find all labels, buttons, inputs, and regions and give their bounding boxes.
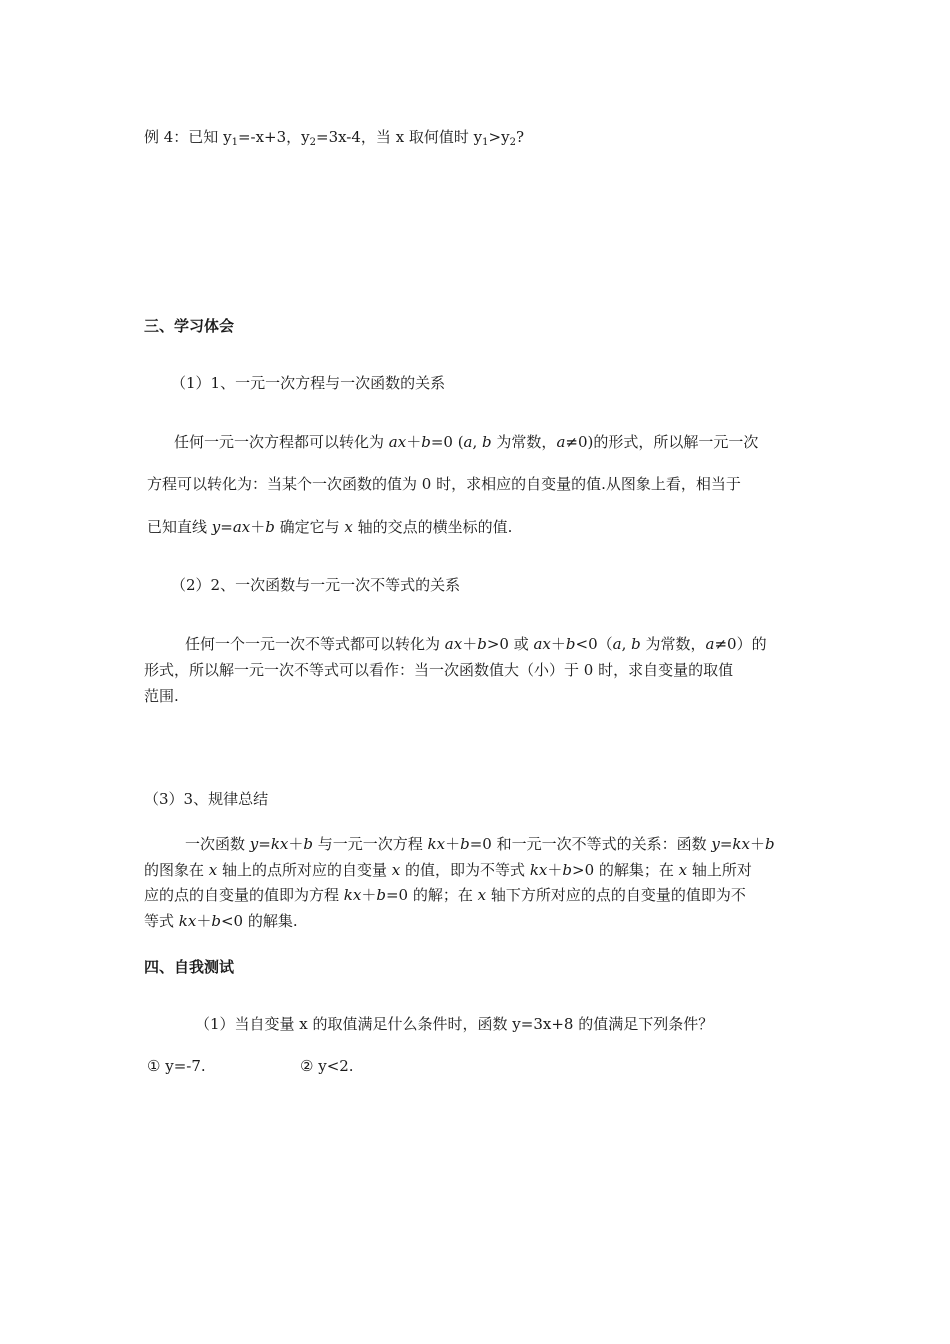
option-2: ② y<2. (300, 1057, 354, 1075)
section-4-heading: 四、自我测试 (144, 958, 235, 976)
part-3-title: （3）3、规律总结 (144, 790, 269, 808)
part-2-line-3: 范围. (144, 687, 179, 705)
part-2-title: （2）2、一次函数与一元一次不等式的关系 (171, 576, 461, 594)
part-3-line-2: 的图象在 x 轴上的点所对应的自变量 x 的值，即为不等式 kx＋b>0 的解集；在 x 轴上所对 (144, 861, 752, 879)
part-2-line-1: 任何一个一元一次不等式都可以转化为 ax＋b>0 或 ax＋b<0（a, b 为常数，a≠0）的 (185, 635, 767, 653)
part-1-line-2: 方程可以转化为：当某个一次函数的值为 0 时，求相应的自变量的值.从图象上看，相当于 (147, 475, 741, 493)
question-1: （1）当自变量 x 的取值满足什么条件时，函数 y=3x+8 的值满足下列条件？ (195, 1015, 714, 1033)
part-3-line-4: 等式 kx＋b<0 的解集. (144, 912, 298, 930)
option-1: ① y=-7. (147, 1057, 206, 1075)
section-3-heading: 三、学习体会 (144, 317, 235, 335)
example-4: 例 4：已知 $y_1=-x+3$，$y_2=3x-4$，当 x 取何值时 $y_1>y_2$? (144, 128, 525, 148)
part-1-line-3: 已知直线 y=ax＋b 确定它与 x 轴的交点的横坐标的值. (147, 518, 513, 536)
part-1-title: （1）1、一元一次方程与一次函数的关系 (171, 374, 446, 392)
part-2-line-2: 形式，所以解一元一次不等式可以看作：当一次函数值大（小）于 0 时，求自变量的取值 (144, 661, 734, 679)
part-1-line-1: 任何一元一次方程都可以转化为 ax＋b=0 (a, b 为常数，a≠0)的形式，所以解一元一次 (174, 433, 759, 451)
part-3-line-1: 一次函数 y=kx＋b 与一元一次方程 kx＋b=0 和一元一次不等式的关系：函数 y=kx＋b (185, 835, 775, 853)
part-3-line-3: 应的点的自变量的值即为方程 kx＋b=0 的解；在 x 轴下方所对应的点的自变量的值即为不 (144, 886, 746, 904)
